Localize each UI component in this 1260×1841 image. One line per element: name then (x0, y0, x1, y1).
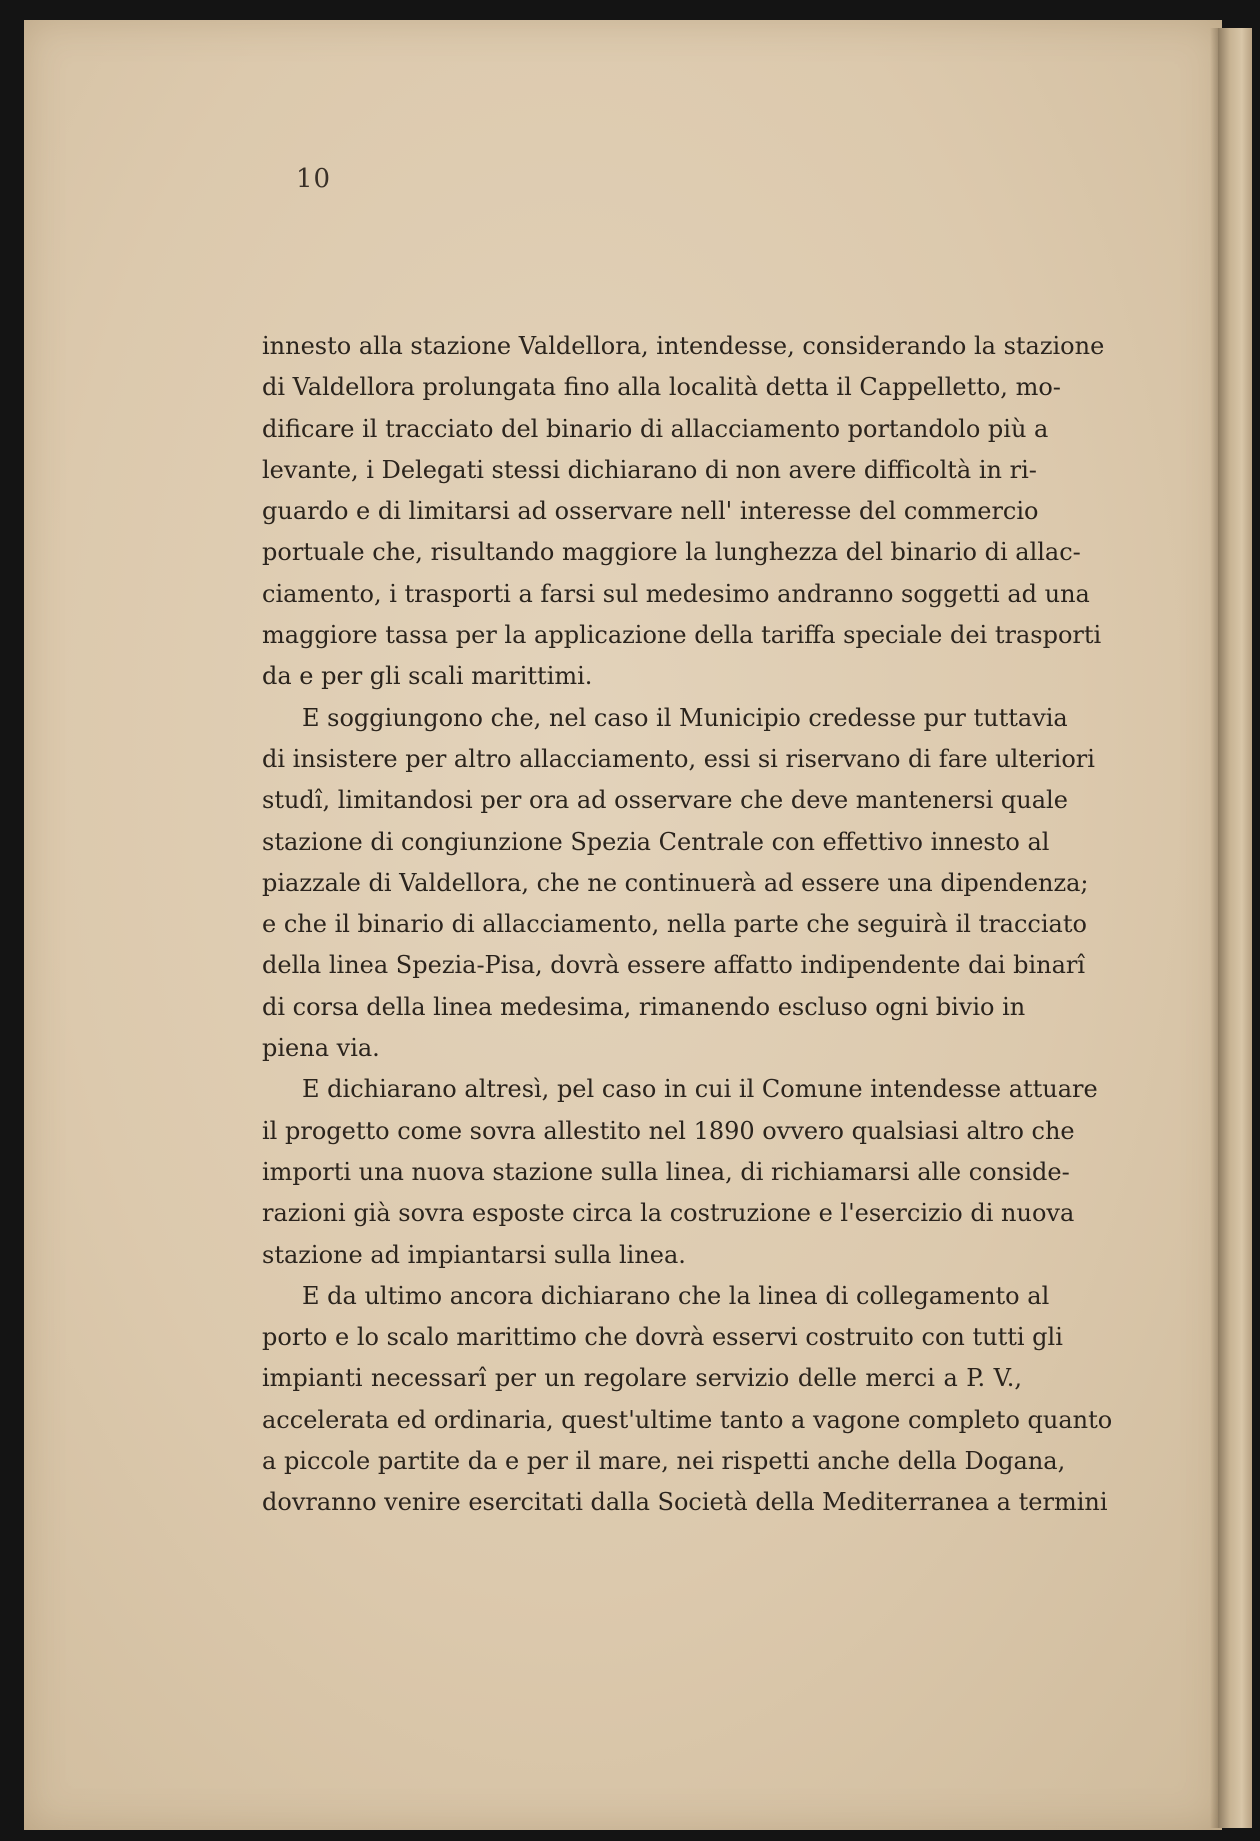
text-line: piazzale di Valdellora, che ne continuerà ad essere una dipendenza; (262, 868, 1089, 897)
text-line: stazione di congiunzione Spezia Centrale con effettivo innesto al (262, 827, 1050, 856)
document-page (24, 20, 1222, 1830)
text-line: porto e lo scalo marittimo che dovrà esservi costruito con tutti gli (262, 1323, 1063, 1352)
text-line: dificare il tracciato del binario di allacciamento portandolo più a (262, 414, 1049, 443)
text-line: studî, limitandosi per ora ad osservare che deve mantenersi quale (262, 786, 1068, 815)
text-line: levante, i Delegati stessi dichiarano di non avere difficoltà in ri- (262, 455, 1037, 484)
text-line: il progetto come sovra allestito nel 1890 ovvero qualsiasi altro che (262, 1116, 1075, 1145)
text-line: E da ultimo ancora dichiarano che la linea di collegamento al (302, 1281, 1050, 1310)
text-line: importi una nuova stazione sulla linea, di richiamarsi alle conside- (262, 1157, 1070, 1186)
text-line: di corsa della linea medesima, rimanendo escluso ogni bivio in (262, 992, 1026, 1021)
text-line: impianti necessarî per un regolare servizio delle merci a P. V., (262, 1364, 1022, 1393)
text-line: della linea Spezia-Pisa, dovrà essere affatto indipendente dai binarî (262, 951, 1086, 980)
text-line: di Valdellora prolungata fino alla località detta il Cappelletto, mo- (262, 373, 1061, 402)
text-line: E soggiungono che, nel caso il Municipio credesse pur tuttavia (302, 703, 1068, 732)
text-line: piena via. (262, 1034, 380, 1063)
text-line: e che il binario di allacciamento, nella parte che seguirà il tracciato (262, 910, 1087, 939)
text-line: a piccole partite da e per il mare, nei rispetti anche della Dogana, (262, 1447, 1066, 1476)
text-line: accelerata ed ordinaria, quest'ultime tanto a vagone completo quanto (262, 1405, 1113, 1434)
text-line: maggiore tassa per la applicazione della tariffa speciale dei trasporti (262, 621, 1102, 650)
text-line: dovranno venire esercitati dalla Società della Mediterranea a termini (262, 1488, 1108, 1517)
page-number: 10 (296, 164, 332, 194)
text-line: E dichiarano altresì, pel caso in cui il Comune intendesse attuare (302, 1075, 1098, 1104)
text-line: razioni già sovra esposte circa la costruzione e l'esercizio di nuova (262, 1199, 1075, 1228)
next-page-edge (1218, 28, 1252, 1828)
text-line: di insistere per altro allacciamento, essi si riservano di fare ulteriori (262, 744, 1095, 773)
text-line: portuale che, risultando maggiore la lunghezza del binario di allac- (262, 538, 1081, 567)
text-line: stazione ad impiantarsi sulla linea. (262, 1240, 686, 1269)
text-line: guardo e di limitarsi ad osservare nell' interesse del commercio (262, 497, 1039, 526)
body-text (262, 326, 1113, 1524)
text-line: da e per gli scali marittimi. (262, 662, 593, 691)
text-line: ciamento, i trasporti a farsi sul medesimo andranno soggetti ad una (262, 579, 1090, 608)
text-line: innesto alla stazione Valdellora, intendesse, considerando la stazione (262, 332, 1105, 360)
